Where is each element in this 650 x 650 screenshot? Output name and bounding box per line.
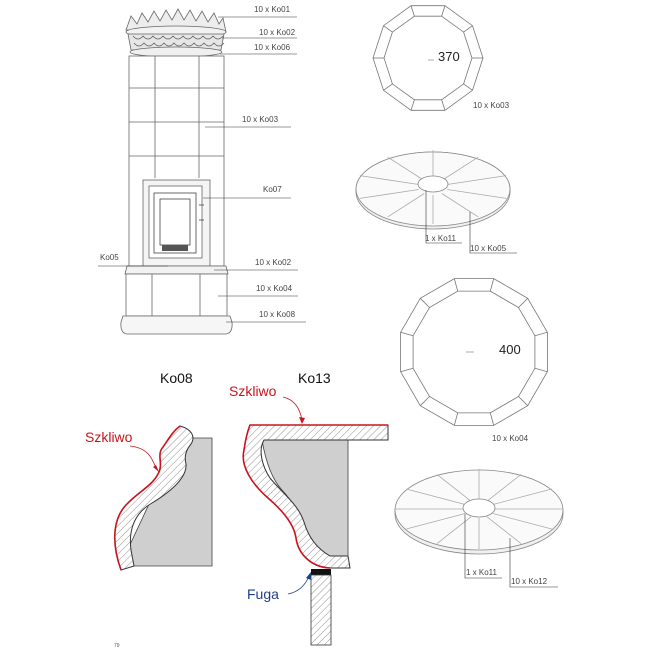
page-mark: 79 bbox=[114, 643, 120, 649]
ko13-glaze-label: Szkliwo bbox=[229, 383, 277, 399]
ring2-segment-joint bbox=[420, 298, 429, 307]
ring1-segment-joint bbox=[442, 6, 445, 17]
ring-ko04 bbox=[401, 279, 548, 426]
ring2-segment-joint bbox=[535, 368, 548, 371]
ring2-segment-joint bbox=[519, 298, 528, 307]
ko13-title: Ko13 bbox=[298, 370, 331, 386]
ring1-segment-joint bbox=[411, 100, 414, 111]
ring2-segment-joint bbox=[454, 413, 457, 426]
ring2-segment-joint bbox=[401, 332, 414, 335]
disc-2 bbox=[395, 469, 563, 554]
disc-1 bbox=[356, 150, 510, 229]
ring2-segment-joint bbox=[454, 279, 457, 292]
ring2-dimension: 400 bbox=[499, 342, 521, 357]
ko08-profile bbox=[115, 426, 212, 570]
label-ko05: Ko05 bbox=[100, 253, 119, 262]
label-ko01: 10 x Ko01 bbox=[254, 5, 291, 14]
ko13-joint-label: Fuga bbox=[247, 586, 279, 602]
ring2-segment-joint bbox=[420, 397, 429, 406]
stove-elevation bbox=[121, 9, 232, 334]
ring1-outer-outline bbox=[373, 6, 483, 111]
label-ko04: 10 x Ko04 bbox=[256, 284, 293, 293]
ring2-segment-joint bbox=[535, 332, 548, 335]
disc1-center-label: 1 x Ko11 bbox=[425, 234, 456, 243]
ring-ko03 bbox=[373, 6, 483, 111]
ring1-segment-joint bbox=[464, 84, 473, 90]
label-ko06: 10 x Ko06 bbox=[254, 43, 291, 52]
disc2-outer-label: 10 x Ko12 bbox=[511, 577, 548, 586]
label-ko08: 10 x Ko08 bbox=[259, 310, 296, 319]
label-ko07: Ko07 bbox=[263, 185, 282, 194]
ring1-segment-joint bbox=[464, 26, 473, 32]
ring2-segment-joint bbox=[490, 279, 493, 292]
ko08-glaze-label: Szkliwo bbox=[85, 429, 133, 445]
ring2-segment-joint bbox=[401, 368, 414, 371]
label-ko03: 10 x Ko03 bbox=[242, 115, 279, 124]
ring2-label: 10 x Ko04 bbox=[492, 434, 529, 443]
ring1-dimension: 370 bbox=[438, 49, 460, 64]
ring1-label: 10 x Ko03 bbox=[473, 101, 510, 110]
ko13-joint bbox=[311, 569, 331, 575]
label-ko02-bottom: 10 x Ko02 bbox=[255, 258, 292, 267]
ring1-segment-joint bbox=[384, 26, 393, 32]
ring1-segment-joint bbox=[442, 100, 445, 111]
label-ko02-top: 10 x Ko02 bbox=[259, 28, 296, 37]
ko13-profile bbox=[243, 397, 388, 645]
ring2-segment-joint bbox=[519, 397, 528, 406]
ring1-segment-joint bbox=[384, 84, 393, 90]
ring2-segment-joint bbox=[490, 413, 493, 426]
disc1-outer-label: 10 x Ko05 bbox=[470, 244, 507, 253]
ko08-title: Ko08 bbox=[160, 370, 193, 386]
ring1-segment-joint bbox=[411, 6, 414, 17]
disc2-center-label: 1 x Ko11 bbox=[466, 568, 497, 577]
